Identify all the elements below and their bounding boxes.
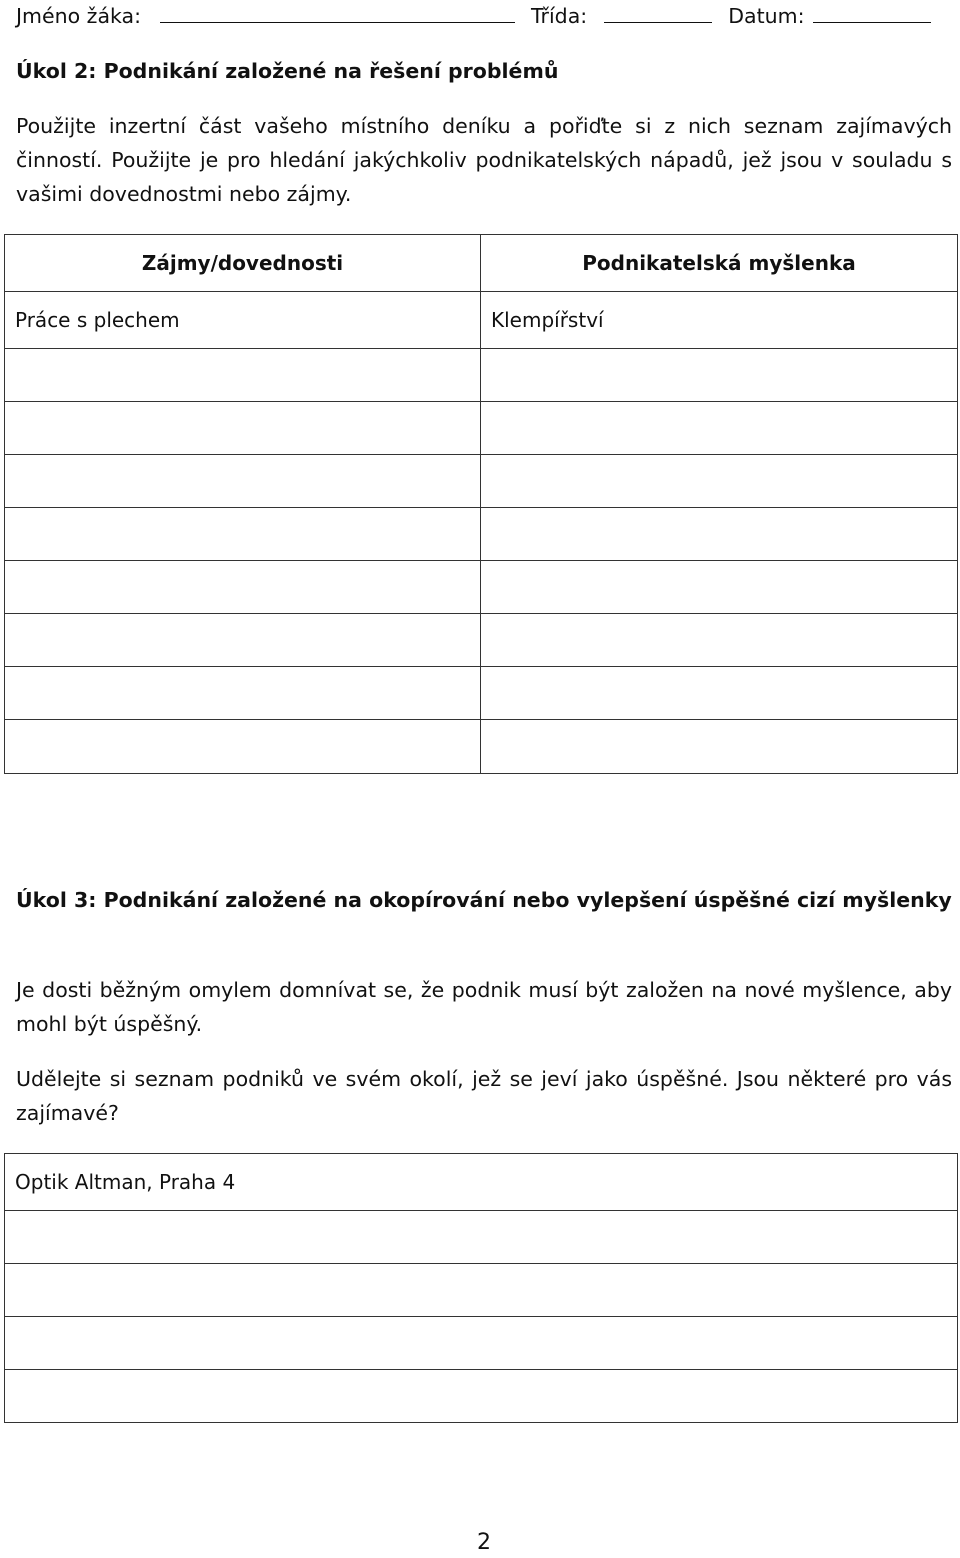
table-row <box>5 508 958 561</box>
business-cell[interactable]: Optik Altman, Praha 4 <box>5 1154 958 1211</box>
list-item <box>5 1370 958 1423</box>
business-cell[interactable] <box>5 1317 958 1370</box>
interest-cell[interactable] <box>5 720 481 774</box>
successful-businesses-list <box>4 1153 958 1423</box>
interest-cell[interactable]: Práce s plechem <box>5 292 481 349</box>
table-row <box>5 455 958 508</box>
interest-cell[interactable] <box>5 508 481 561</box>
idea-cell[interactable] <box>481 508 958 561</box>
interest-cell[interactable] <box>5 561 481 614</box>
table-row <box>5 614 958 667</box>
interest-cell[interactable] <box>5 614 481 667</box>
task3-title: Úkol 3: Podnikání založené na okopírování nebo vylepšení úspěšné cizí myšlenky <box>16 888 952 912</box>
date-blank[interactable] <box>813 2 931 23</box>
interest-cell[interactable] <box>5 455 481 508</box>
idea-cell[interactable] <box>481 349 958 402</box>
list-item <box>5 1211 958 1264</box>
student-name-label: Jméno žáka: <box>16 4 141 28</box>
table-row <box>5 561 958 614</box>
business-cell[interactable] <box>5 1264 958 1317</box>
list-item <box>5 1154 958 1211</box>
date-label: Datum: <box>728 4 805 28</box>
interest-cell[interactable] <box>5 667 481 720</box>
worksheet-header <box>16 2 946 29</box>
table-row <box>5 402 958 455</box>
column-header-business-idea: Podnikatelská myšlenka <box>481 235 958 292</box>
table-header-row <box>5 235 958 292</box>
idea-cell[interactable] <box>481 720 958 774</box>
task3-paragraph-1: Je dosti běžným omylem domnívat se, že podnik musí být založen na nové myšlence, aby mohl být úspěšný. <box>16 978 952 1036</box>
task3-paragraph-2: Udělejte si seznam podniků ve svém okolí, jež se jeví jako úspěšné. Jsou některé pro vás zajímavé? <box>16 1067 952 1125</box>
student-name-blank[interactable] <box>160 2 515 23</box>
page-number: 2 <box>477 1530 491 1555</box>
idea-cell[interactable] <box>481 455 958 508</box>
interest-cell[interactable] <box>5 402 481 455</box>
list-item <box>5 1264 958 1317</box>
column-header-interests: Zájmy/dovednosti <box>5 235 481 292</box>
class-blank[interactable] <box>604 2 712 23</box>
table-row <box>5 292 958 349</box>
idea-cell[interactable] <box>481 667 958 720</box>
interests-ideas-table <box>4 234 958 774</box>
interest-cell[interactable] <box>5 349 481 402</box>
table-row <box>5 720 958 774</box>
business-cell[interactable] <box>5 1211 958 1264</box>
idea-cell[interactable] <box>481 402 958 455</box>
idea-cell[interactable] <box>481 561 958 614</box>
class-label: Třída: <box>531 4 588 28</box>
task2-instructions: Použijte inzertní část vašeho místního deníku a pořiďte si z nich seznam zajímavých činností. Použijte je pro hledání jakýchkoliv podnikatelských nápadů, jež jsou v souladu s vašimi dovednostmi nebo zájmy. <box>16 114 952 206</box>
table-row <box>5 349 958 402</box>
idea-cell[interactable] <box>481 614 958 667</box>
idea-cell[interactable]: Klempířství <box>481 292 958 349</box>
table-row <box>5 667 958 720</box>
task2-title: Úkol 2: Podnikání založené na řešení problémů <box>16 59 559 83</box>
business-cell[interactable] <box>5 1370 958 1423</box>
list-item <box>5 1317 958 1370</box>
